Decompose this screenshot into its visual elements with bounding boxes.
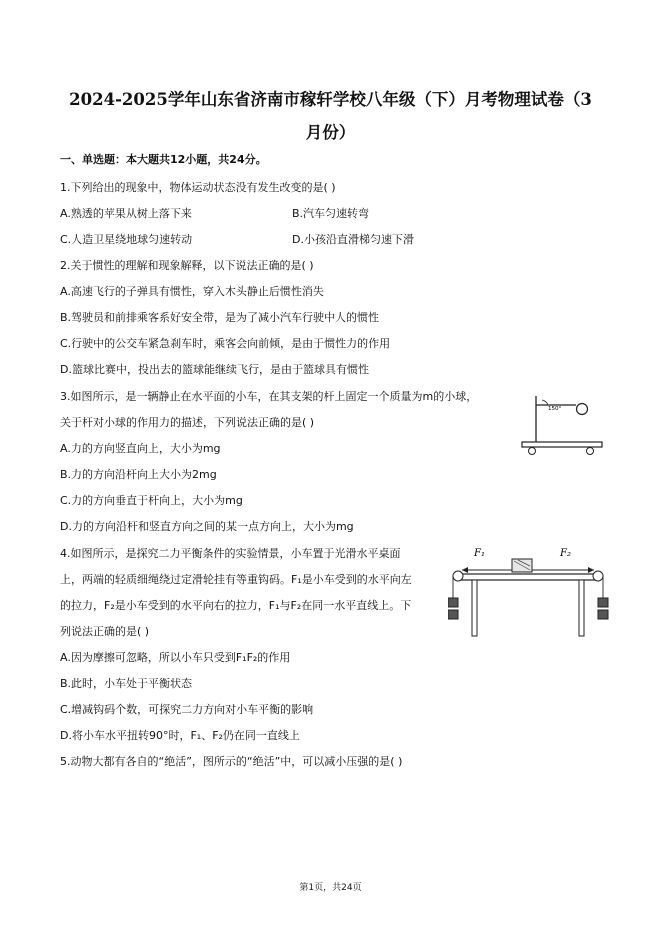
- q4-option-a: A.因为摩擦可忽略，所以小车只受到F₁F₂的作用: [60, 651, 291, 664]
- q3-stem-line-1: 3.如图所示，是一辆静止在水平面的小车，在其支架的杆上固定一个质量为m的小球，: [60, 390, 478, 403]
- title-line-1: 2024-2025学年山东省济南市稼轩学校八年级（下）月考物理试卷（3: [69, 90, 592, 109]
- q2-option-c: C.行驶中的公交车紧急刹车时，乘客会向前倾，是由于惯性力的作用: [60, 337, 391, 350]
- pulley-icon: [453, 571, 463, 581]
- hook-weight-icon: [448, 610, 458, 619]
- hook-weight-icon: [598, 598, 608, 607]
- q1-option-a: A.熟透的苹果从树上落下来: [60, 207, 192, 220]
- two-force-balance-figure: [448, 542, 610, 646]
- ball-icon: [577, 404, 588, 415]
- q3-stem-line-2: 关于杆对小球的作用力的描述，下列说法正确的是( ): [60, 416, 315, 429]
- q2-option-a: A.高速飞行的子弹具有惯性，穿入木头静止后惯性消失: [60, 285, 324, 298]
- exam-title: [40, 83, 621, 149]
- q1-stem: 1.下列给出的现象中，物体运动状态没有发生改变的是( ): [60, 181, 336, 194]
- q4-stem-line-2: 上，两端的轻质细绳绕过定滑轮挂有等重钩码。F₁是小车受到的水平向左: [60, 573, 412, 586]
- q3-option-a: A.力的方向竖直向上，大小为mg: [60, 442, 221, 455]
- q3-option-c: C.力的方向垂直于杆向上，大小为mg: [60, 494, 243, 507]
- angle-label: 150°: [548, 406, 562, 412]
- q1-option-d: D.小孩沿直滑梯匀速下滑: [292, 233, 414, 246]
- left-arrow-icon: [462, 567, 468, 573]
- pulley-icon: [593, 571, 603, 581]
- q5-stem: 5.动物大都有各自的“绝活”，图所示的“绝活”中，可以减小压强的是( ): [60, 755, 403, 768]
- wheel-icon: [587, 448, 594, 455]
- q2-stem: 2.关于惯性的理解和现象解释，以下说法正确的是( ): [60, 259, 314, 272]
- page-footer: 第1页，共24页: [299, 883, 362, 893]
- q1-option-c: C.人造卫星绕地球匀速转动: [60, 233, 193, 246]
- table-top: [460, 574, 596, 580]
- q2-option-d: D.篮球比赛中，投出去的篮球能继续飞行，是由于篮球具有惯性: [60, 363, 369, 376]
- right-arrow-icon: [588, 567, 594, 573]
- q2-option-b: B.驾驶员和前排乘客系好安全带，是为了减小汽车行驶中人的惯性: [60, 311, 380, 324]
- q4-stem-line-4: 列说法正确的是( ): [60, 625, 150, 638]
- wheel-icon: [529, 448, 536, 455]
- title-line-2: 月份）: [305, 123, 356, 142]
- hook-weight-icon: [598, 610, 608, 619]
- hook-weight-icon: [448, 598, 458, 607]
- q4-option-b: B.此时，小车处于平衡状态: [60, 677, 193, 690]
- f2-label: F₂: [560, 548, 571, 559]
- q1-option-b: B.汽车匀速转弯: [292, 207, 370, 220]
- cart-with-rod-figure: [518, 388, 606, 456]
- q4-option-d: D.将小车水平扭转90°时，F₁、F₂仍在同一直线上: [60, 729, 300, 742]
- q3-option-b: B.力的方向沿杆向上大小为2mg: [60, 468, 217, 481]
- q4-stem-line-1: 4.如图所示，是探究二力平衡条件的实验情景，小车置于光滑水平桌面: [60, 547, 401, 560]
- q3-option-d: D.力的方向沿杆和竖直方向之间的某一点方向上，大小为mg: [60, 520, 354, 533]
- q4-stem-line-3: 的拉力，F₂是小车受到的水平向右的拉力，F₁与F₂在同一水平直线上。下: [60, 599, 412, 612]
- section-heading: 一、单选题：本大题共12小题，共24分。: [60, 153, 267, 166]
- q4-option-c: C.增减钩码个数，可探究二力方向对小车平衡的影响: [60, 703, 314, 716]
- f1-label: F₁: [474, 548, 485, 559]
